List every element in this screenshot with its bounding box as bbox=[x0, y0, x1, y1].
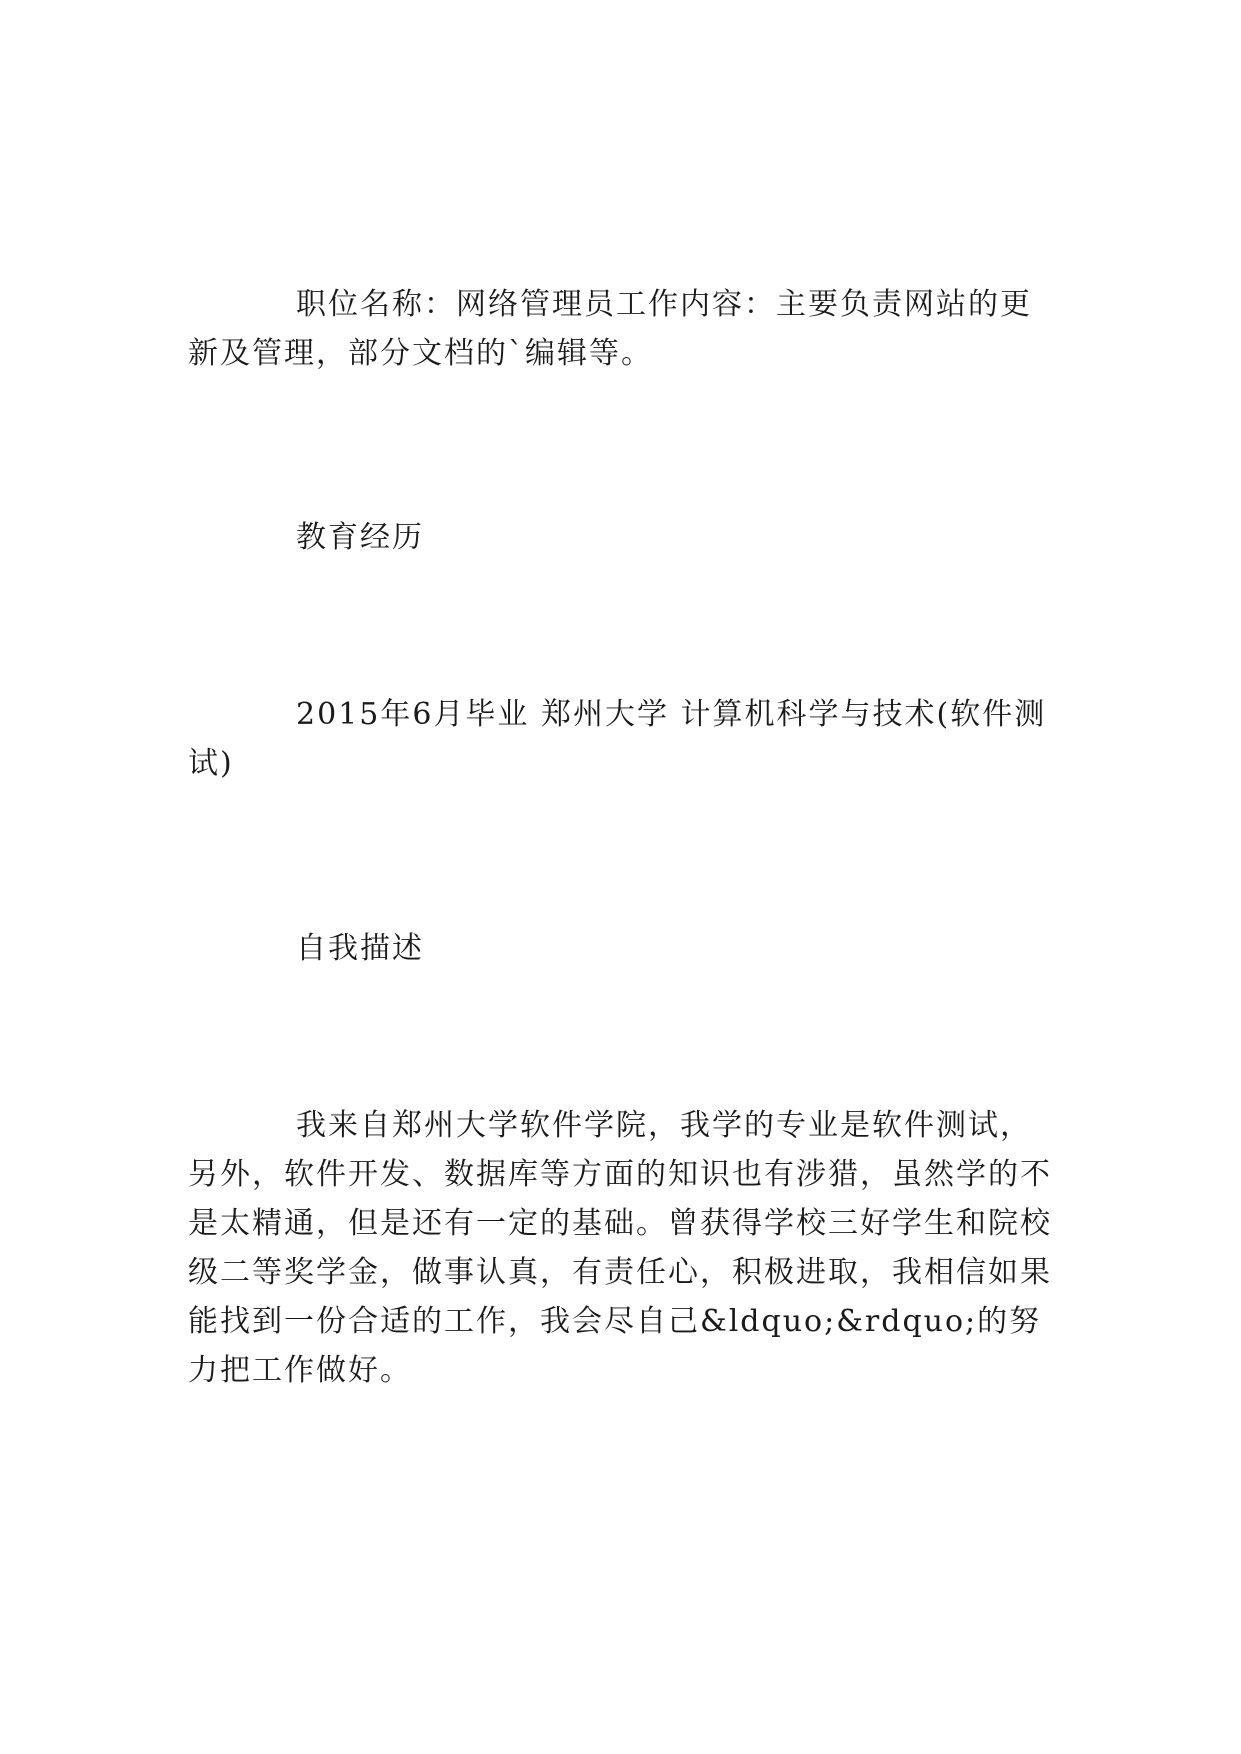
education-paragraph: 2015年6月毕业 郑州大学 计算机科学与技术(软件测试) bbox=[188, 697, 1047, 781]
self-description-heading: 自我描述 bbox=[296, 931, 424, 966]
job-description-paragraph: 职位名称：网络管理员工作内容：主要负责网站的更新及管理，部分文档的`编辑等。 bbox=[188, 287, 1032, 371]
education-heading: 教育经历 bbox=[296, 520, 424, 555]
self-description-paragraph: 我来自郑州大学软件学院，我学的专业是软件测试，另外，软件开发、数据库等方面的知识也有涉猎，虽然学的不是太精通，但是还有一定的基础。曾获得学校三好学生和院校级二等奖学金，做事认真，有责任心，积极进取，我相信如果能找到一份合适的工作，我会尽自己&ldquo;&rdquo;的努力把工作做好。 bbox=[188, 1108, 1052, 1388]
